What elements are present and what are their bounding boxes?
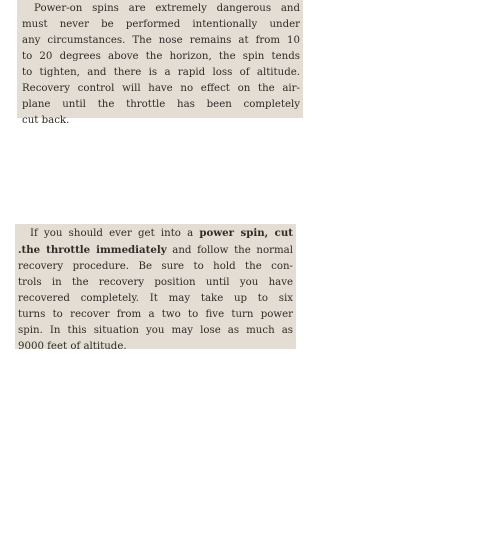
- paragraph-line: trols in the recovery position until you have: [18, 277, 293, 288]
- paragraph-line: 9000 feet of altitude.: [18, 341, 127, 352]
- paragraph-line: recovered completely. It may take up to six: [18, 293, 293, 304]
- paragraph-line: to tighten, and there is a rapid loss of altitude.: [22, 67, 300, 78]
- bold-text: .the throttle immediately: [18, 244, 167, 256]
- paragraph-line: cut back.: [22, 115, 70, 126]
- line-text: and follow the normal: [166, 245, 293, 256]
- paragraph-line: turns to recover from a two to five turn power: [18, 309, 293, 320]
- text-clipping-power-spin: [15, 224, 296, 352]
- paragraph-line: Recovery control will have no effect on the air-: [22, 83, 300, 94]
- paragraph-line: Power-on spins are extremely dangerous and: [34, 3, 300, 14]
- paragraph-line: plane until the throttle has been completely: [22, 99, 300, 110]
- bold-text: power spin, cut: [199, 227, 293, 239]
- paragraph-line: [18, 225, 293, 242]
- paragraph-line: spin. In this situation you may lose as much as: [18, 325, 293, 336]
- line-text: If you should ever get into a: [30, 228, 200, 239]
- paragraph-line: [18, 242, 293, 259]
- text-clipping-power-on-spins: [17, 0, 303, 126]
- paragraph-line: to 20 degrees above the horizon, the spin tends: [22, 51, 300, 62]
- paragraph-line: any circumstances. The nose remains at from 10: [22, 35, 300, 46]
- paragraph-line: must never be performed intentionally under: [22, 19, 300, 30]
- paragraph-line: recovery procedure. Be sure to hold the con-: [18, 261, 293, 272]
